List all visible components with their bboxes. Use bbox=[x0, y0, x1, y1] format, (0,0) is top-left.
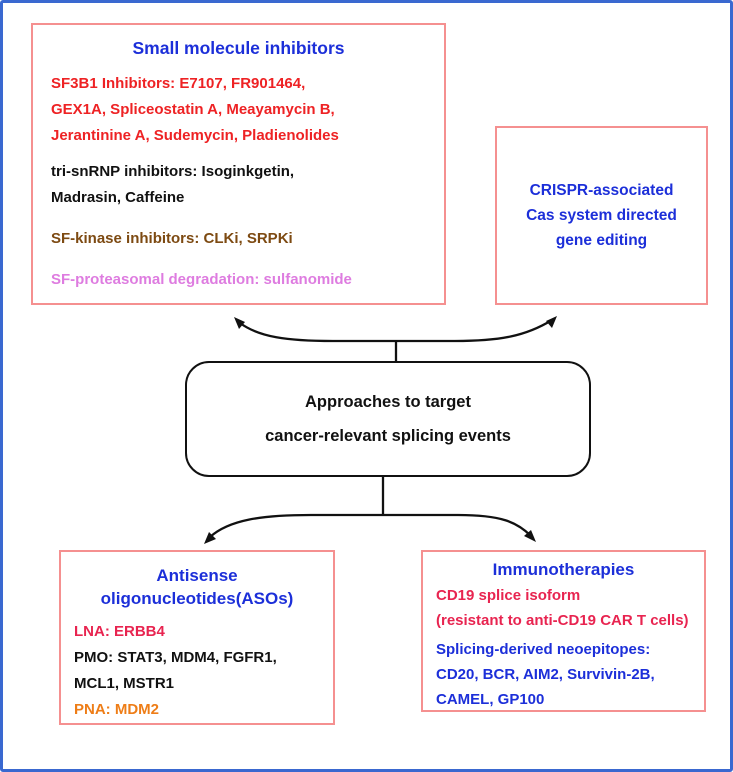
crispr-title-line: CRISPR-associated bbox=[529, 182, 674, 199]
cd19-line: CD19 splice isoform bbox=[436, 587, 581, 604]
aso-title-line: Antisense bbox=[156, 566, 238, 585]
neoepitope-line: Splicing-derived neoepitopes: bbox=[436, 641, 651, 658]
sf-proteasomal-line: SF-proteasomal degradation: sulfanomide bbox=[51, 271, 352, 288]
immunotherapies-title: Immunotherapies bbox=[492, 560, 635, 579]
small-molecule-title: Small molecule inhibitors bbox=[132, 38, 345, 58]
pmo-line: PMO: STAT3, MDM4, FGFR1, bbox=[74, 649, 277, 666]
central-approaches-box bbox=[185, 361, 591, 477]
small-molecule-inhibitors-box bbox=[31, 23, 446, 305]
spacer bbox=[51, 211, 444, 226]
aso-box bbox=[59, 550, 335, 725]
sf3b1-line: SF3B1 Inhibitors: E7107, FR901464, bbox=[51, 75, 306, 92]
tri-snrnp-line: tri-snRNP inhibitors: Isoginkgetin, bbox=[51, 163, 295, 180]
aso-title bbox=[61, 564, 333, 610]
pmo-line: MCL1, MSTR1 bbox=[74, 675, 175, 692]
immunotherapies-box bbox=[421, 550, 706, 712]
crispr-box bbox=[495, 126, 708, 305]
central-line: cancer-relevant splicing events bbox=[265, 426, 511, 445]
spacer bbox=[51, 149, 444, 159]
cd19-line: (resistant to anti-CD19 CAR T cells) bbox=[436, 612, 689, 629]
sf3b1-line: GEX1A, Spliceostatin A, Meayamycin B, bbox=[51, 101, 335, 118]
immunotherapies-content bbox=[436, 583, 704, 712]
lna-line: LNA: ERBB4 bbox=[74, 623, 165, 640]
top-connector-curve bbox=[240, 320, 552, 341]
neoepitope-line: CD20, BCR, AIM2, Survivin-2B, bbox=[436, 666, 655, 683]
bottom-connector-curve bbox=[210, 515, 531, 537]
arrowhead-bottom-right bbox=[524, 530, 536, 542]
spacer bbox=[51, 252, 444, 267]
central-line: Approaches to target bbox=[305, 392, 471, 411]
tri-snrnp-line: Madrasin, Caffeine bbox=[51, 189, 185, 206]
crispr-title-line: Cas system directed bbox=[526, 207, 677, 224]
arrowhead-top-right bbox=[546, 316, 557, 328]
arrowhead-bottom-left bbox=[204, 532, 216, 544]
aso-content bbox=[74, 619, 333, 723]
arrowhead-top-left bbox=[234, 317, 245, 329]
aso-title-line: oligonucleotides(ASOs) bbox=[100, 589, 294, 608]
pna-line: PNA: MDM2 bbox=[74, 701, 159, 718]
neoepitope-line: CAMEL, GP100 bbox=[436, 691, 545, 708]
crispr-title bbox=[526, 178, 677, 253]
crispr-title-line: gene editing bbox=[555, 232, 648, 249]
small-molecule-content bbox=[51, 71, 444, 293]
sf3b1-line: Jerantinine A, Sudemycin, Pladienolides bbox=[51, 127, 339, 144]
sf-kinase-line: SF-kinase inhibitors: CLKi, SRPKi bbox=[51, 230, 293, 247]
